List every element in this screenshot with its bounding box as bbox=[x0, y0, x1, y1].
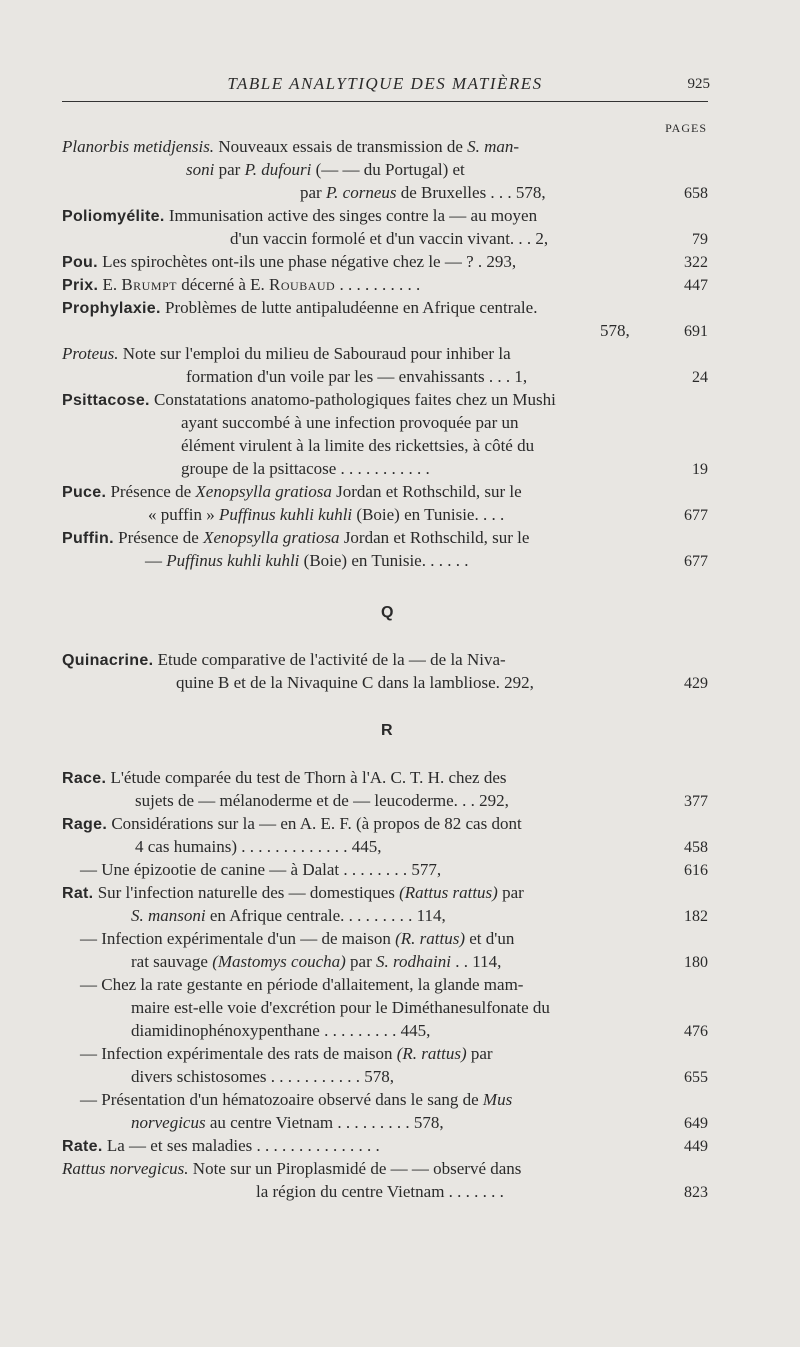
entry-rage-line-1: Rage. Considérations sur la — en A. E. F. (à propos de 82 cas dont bbox=[62, 814, 522, 833]
entry-race-line-1: Race. L'étude comparée du test de Thorn à l'A. C. T. H. chez des bbox=[62, 768, 507, 787]
entry-rattus-line-2: la région du centre Vietnam . . . . . . . bbox=[256, 1182, 504, 1201]
entry-headword: Rate. bbox=[62, 1138, 103, 1155]
entry-rat-sub1-line-2: rat sauvage (Mastomys coucha) par S. rodhaini . . 114, bbox=[131, 952, 502, 971]
entry-rat-sub3-line-2: divers schistosomes . . . . . . . . . . . 578, bbox=[131, 1067, 395, 1086]
page-reference: 677 bbox=[684, 553, 708, 570]
page-reference: 182 bbox=[684, 908, 708, 925]
page-reference: 616 bbox=[684, 862, 708, 879]
entry-poliomyelite-line-2: d'un vaccin formolé et d'un vaccin vivant. . . 2, bbox=[230, 229, 549, 248]
entry-race-line-2: sujets de — mélanoderme et de — leucoderme. . . 292, bbox=[135, 791, 509, 810]
page-reference: 449 bbox=[684, 1138, 708, 1155]
page-reference: 429 bbox=[684, 675, 708, 692]
entry-rat-sub4-line-1: — Présentation d'un hématozoaire observé dans le sang de Mus bbox=[80, 1090, 513, 1109]
entry-headword: Race. bbox=[62, 770, 107, 787]
entry-headword: Prophylaxie. bbox=[62, 300, 161, 317]
entry-headword: Proteus. bbox=[62, 344, 119, 363]
entry-headword: Rat. bbox=[62, 885, 94, 902]
entry-rage-line-2: 4 cas humains) . . . . . . . . . . . . . 445, bbox=[135, 837, 382, 856]
page-reference: 79 bbox=[692, 231, 708, 248]
entry-rattus-line-1: Rattus norvegicus. Note sur un Piroplasmidé de — — observé dans bbox=[62, 1159, 522, 1178]
entry-proteus-line-1: Proteus. Note sur l'emploi du milieu de Sabouraud pour inhiber la bbox=[62, 344, 511, 363]
entry-headword: Psittacose. bbox=[62, 392, 150, 409]
page-number: 925 bbox=[687, 76, 710, 92]
entry-puce-line-1: Puce. Présence de Xenopsylla gratiosa Jordan et Rothschild, sur le bbox=[62, 482, 522, 501]
page-reference: 180 bbox=[684, 954, 708, 971]
entry-poliomyelite-line-1: Poliomyélite. Immunisation active des singes contre la — au moyen bbox=[62, 206, 538, 225]
entry-rat-sub2-line-3: diamidinophénoxypenthane . . . . . . . . . 445, bbox=[131, 1021, 431, 1040]
page-reference: 458 bbox=[684, 839, 708, 856]
entry-headword: Rattus norvegicus. bbox=[62, 1159, 189, 1178]
entry-planorbis-line-2: soni par P. dufouri (— — du Portugal) et bbox=[186, 160, 465, 179]
page-reference: 649 bbox=[684, 1115, 708, 1132]
page-reference: 677 bbox=[684, 507, 708, 524]
page-reference: 658 bbox=[684, 185, 708, 202]
entry-pou-line-1: Pou. Les spirochètes ont-ils une phase négative chez le — ? . 293, bbox=[62, 252, 517, 271]
entry-psittacose-line-1: Psittacose. Constatations anatomo-pathologiques faites chez un Mushi bbox=[62, 390, 556, 409]
page-reference: 823 bbox=[684, 1184, 708, 1201]
running-header bbox=[60, 72, 710, 102]
page-reference: 19 bbox=[692, 461, 708, 478]
entry-rat-sub4-line-2: norvegicus au centre Vietnam . . . . . . . . . 578, bbox=[131, 1113, 444, 1132]
page-reference: 655 bbox=[684, 1069, 708, 1086]
entry-puffin-line-1: Puffin. Présence de Xenopsylla gratiosa Jordan et Rothschild, sur le bbox=[62, 528, 530, 547]
header-rule bbox=[62, 101, 708, 102]
entry-quinacrine-line-2: quine B et de la Nivaquine C dans la lambliose. 292, bbox=[176, 673, 534, 692]
entry-prophylaxie-line-2: 578, bbox=[600, 321, 630, 340]
entry-proteus-line-2: formation d'un voile par les — envahissants . . . 1, bbox=[186, 367, 528, 386]
entry-headword: Planorbis metidjensis. bbox=[62, 137, 215, 156]
entry-rage-subentry: — Une épizootie de canine — à Dalat . . . . . . . . 577, bbox=[80, 860, 442, 879]
entry-planorbis-line-3: par P. corneus de Bruxelles . . . 578, bbox=[300, 183, 546, 202]
section-heading-r: R bbox=[381, 722, 393, 739]
entry-quinacrine-line-1: Quinacrine. Etude comparative de l'activité de la — de la Niva- bbox=[62, 650, 506, 669]
entry-headword: Puffin. bbox=[62, 530, 114, 547]
page-reference: 377 bbox=[684, 793, 708, 810]
page-reference: 322 bbox=[684, 254, 708, 271]
entry-headword: Puce. bbox=[62, 484, 107, 501]
page-reference: 476 bbox=[684, 1023, 708, 1040]
page-reference: 691 bbox=[684, 323, 708, 340]
entry-headword: Quinacrine. bbox=[62, 652, 154, 669]
entry-headword: Pou. bbox=[62, 254, 98, 271]
entry-rat-sub2-line-2: maire est-elle voie d'excrétion pour le Diméthanesulfonate du bbox=[131, 998, 550, 1017]
section-heading-q: Q bbox=[381, 604, 394, 621]
entry-rat-line-1: Rat. Sur l'infection naturelle des — domestiques (Rattus rattus) par bbox=[62, 883, 524, 902]
entry-rat-sub2-line-1: — Chez la rate gestante en période d'allaitement, la glande mam- bbox=[80, 975, 524, 994]
page-reference: 447 bbox=[684, 277, 708, 294]
entry-puffin-line-2: — Puffinus kuhli kuhli (Boie) en Tunisie. . . . . . bbox=[145, 551, 469, 570]
entry-puce-line-2: « puffin » Puffinus kuhli kuhli (Boie) en Tunisie. . . . bbox=[148, 505, 505, 524]
entry-prix-line-1: Prix. E. Brumpt décerné à E. Roubaud . . . . . . . . . . bbox=[62, 275, 421, 294]
entry-rat-line-2: S. mansoni en Afrique centrale. . . . . . . . . 114, bbox=[131, 906, 446, 925]
entry-planorbis-line-1: Planorbis metidjensis. Nouveaux essais de transmission de S. man- bbox=[62, 137, 520, 156]
entry-rat-sub3-line-1: — Infection expérimentale des rats de maison (R. rattus) par bbox=[80, 1044, 493, 1063]
entry-headword: Rage. bbox=[62, 816, 108, 833]
pages-column-label: PAGES bbox=[665, 121, 707, 135]
entry-rat-sub1-line-1: — Infection expérimentale d'un — de maison (R. rattus) et d'un bbox=[80, 929, 515, 948]
entry-rate-line-1: Rate. La — et ses maladies . . . . . . . . . . . . . . . bbox=[62, 1136, 380, 1155]
page-reference: 24 bbox=[692, 369, 708, 386]
entry-headword: Prix. bbox=[62, 277, 99, 294]
entry-psittacose-line-3: élément virulent à la limite des rickettsies, à côté du bbox=[181, 436, 535, 455]
entry-prophylaxie-line-1: Prophylaxie. Problèmes de lutte antipaludéenne en Afrique centrale. bbox=[62, 298, 538, 317]
entry-headword: Poliomyélite. bbox=[62, 208, 165, 225]
running-title: TABLE ANALYTIQUE DES MATIÈRES bbox=[227, 74, 543, 93]
entry-psittacose-line-4: groupe de la psittacose . . . . . . . . . . . bbox=[181, 459, 430, 478]
entry-psittacose-line-2: ayant succombé à une infection provoquée par un bbox=[181, 413, 519, 432]
